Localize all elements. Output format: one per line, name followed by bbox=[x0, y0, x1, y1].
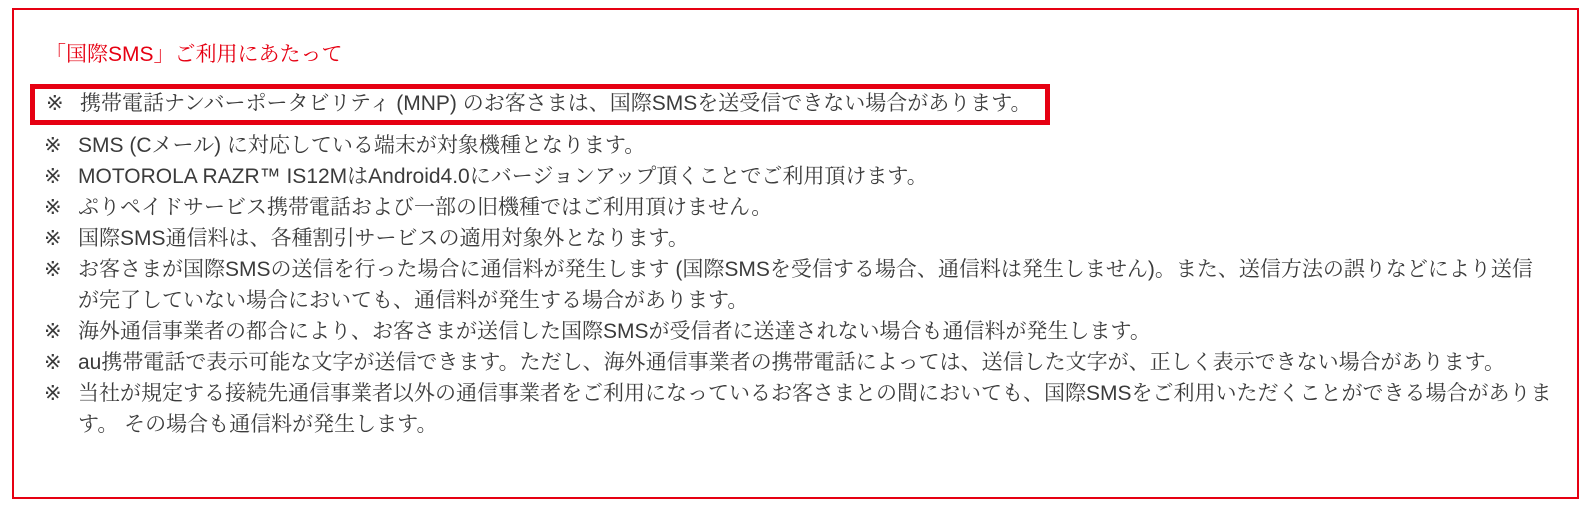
note-text: 国際SMS通信料は、各種割引サービスの適用対象外となります。 bbox=[78, 227, 689, 250]
note-item bbox=[30, 254, 1553, 316]
note-marker: ※ bbox=[44, 382, 62, 405]
note-marker: ※ bbox=[46, 92, 64, 115]
note-item bbox=[30, 378, 1553, 440]
international-sms-notice-panel bbox=[12, 8, 1579, 499]
note-marker: ※ bbox=[44, 258, 62, 281]
note-item bbox=[30, 192, 1553, 223]
note-text: au携帯電話で表示可能な文字が送信できます。ただし、海外通信事業者の携帯電話によっては、送信した文字が、正しく表示できない場合があります。 bbox=[78, 351, 1505, 374]
highlighted-note-text: 携帯電話ナンバーポータビリティ (MNP) のお客さまは、国際SMSを送受信できない場合があります。 bbox=[80, 92, 1032, 115]
note-item bbox=[30, 161, 1553, 192]
note-text: MOTOROLA RAZR™ IS12MはAndroid4.0にバージョンアップ頂くことでご利用頂けます。 bbox=[78, 165, 928, 188]
note-text: 海外通信事業者の都合により、お客さまが送信した国際SMSが受信者に送達されない場合も通信料が発生します。 bbox=[78, 320, 1151, 343]
note-item bbox=[30, 130, 1553, 161]
note-item bbox=[30, 316, 1553, 347]
notice-title: 「国際SMS」ご利用にあたって bbox=[45, 43, 343, 66]
note-marker: ※ bbox=[44, 227, 62, 250]
note-marker: ※ bbox=[44, 351, 62, 374]
note-text: お客さまが国際SMSの送信を行った場合に通信料が発生します (国際SMSを受信する場合、通信料は発生しません)。また、送信方法の誤りなどにより送信が完了していない場合においても、通信料が発生する場合があります。 bbox=[78, 258, 1533, 312]
note-item bbox=[30, 347, 1553, 378]
note-text: ぷりペイドサービス携帯電話および一部の旧機種ではご利用頂けません。 bbox=[78, 196, 773, 219]
note-marker: ※ bbox=[44, 320, 62, 343]
note-item bbox=[30, 223, 1553, 254]
note-marker: ※ bbox=[44, 134, 62, 157]
highlighted-note-annotation bbox=[30, 84, 1050, 125]
note-marker: ※ bbox=[44, 196, 62, 219]
note-text: SMS (Cメール) に対応している端末が対象機種となります。 bbox=[78, 134, 646, 157]
note-text: 当社が規定する接続先通信事業者以外の通信事業者をご利用になっているお客さまとの間においても、国際SMSをご利用いただくことができる場合があります。 その場合も通信料が発生します。 bbox=[78, 382, 1552, 436]
note-marker: ※ bbox=[44, 165, 62, 188]
notes-list bbox=[30, 130, 1553, 440]
